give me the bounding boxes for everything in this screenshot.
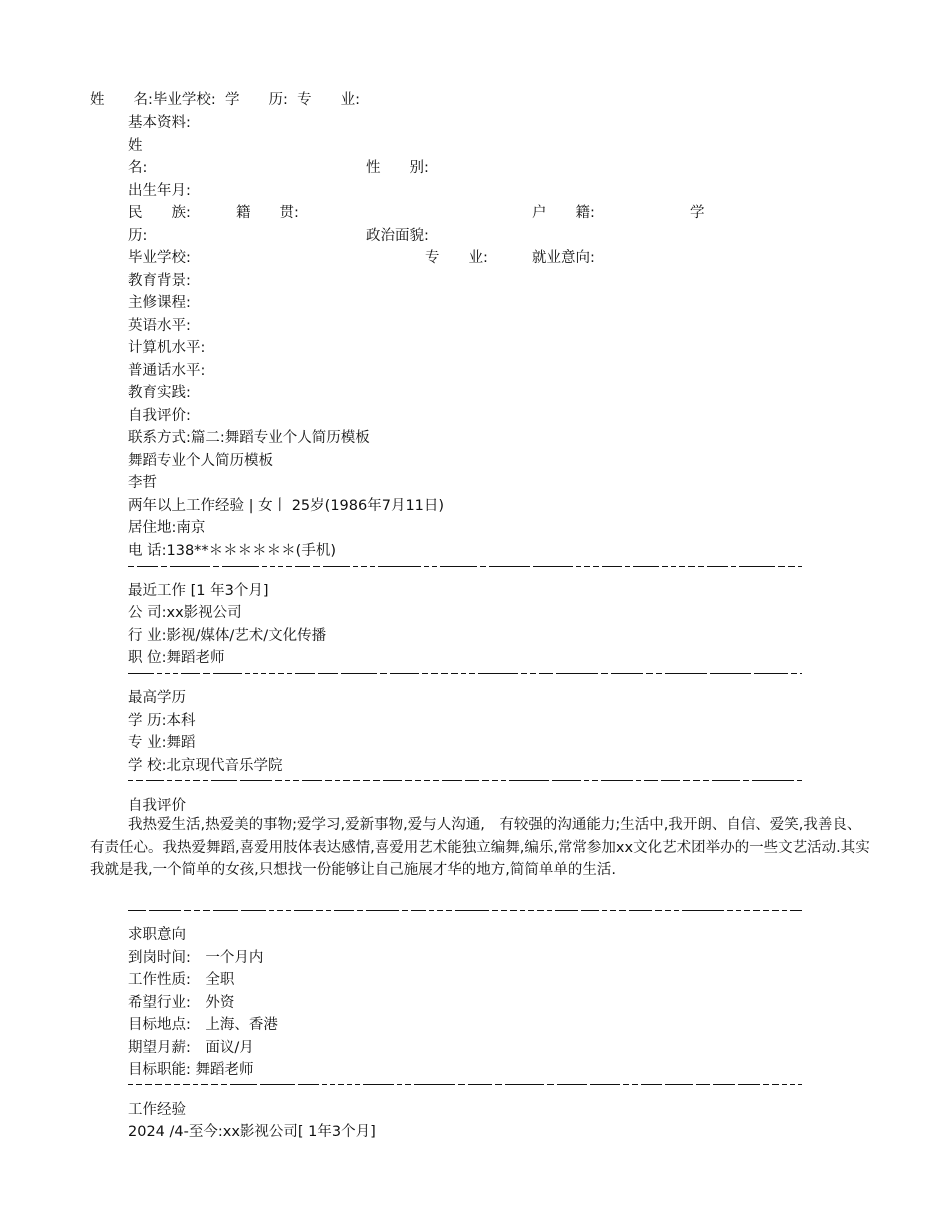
divider-dash (211, 780, 237, 781)
divider-dash (201, 1084, 208, 1085)
person-name: 李哲 (128, 475, 157, 491)
industry-line: 行 业:影视/媒体/艺术/文化传播 (128, 628, 327, 644)
divider-dash (146, 780, 164, 781)
divider-dash (633, 566, 659, 567)
divider-dash (383, 780, 402, 781)
divider-dash (661, 780, 680, 781)
divider-dash (222, 566, 259, 567)
divider-dash (665, 673, 707, 674)
self-eval-label: 自我评价: (128, 408, 191, 424)
divider-dash (363, 780, 370, 781)
name-label-part1: 姓 (128, 138, 143, 154)
divider-dash (489, 566, 530, 567)
divider-dash (798, 566, 802, 567)
header-line (90, 90, 360, 110)
work-exp-entry: 2024 /4-至今:xx影视公司[ 1年3个月] (128, 1124, 376, 1140)
divider-dash (241, 910, 266, 911)
divider-dash (712, 780, 740, 781)
divider-dash (537, 910, 544, 911)
school-label: 毕业学校: (128, 250, 191, 266)
political-label: 政治面貌: (366, 228, 429, 244)
arrival-line: 到岗时间: 一个月内 (128, 950, 264, 966)
divider-dash (295, 566, 310, 567)
divider-dash (431, 673, 438, 674)
divider-dash (778, 566, 785, 567)
divider-dash (754, 673, 788, 674)
divider-dash (203, 673, 210, 674)
divider-dash (611, 673, 643, 674)
divider-dash (136, 780, 143, 781)
divider-dash (378, 566, 421, 567)
divider-dash (590, 1084, 620, 1085)
divider-dash (696, 1084, 710, 1085)
divider-dash (155, 1084, 162, 1085)
contact-label: 联系方式:篇二:舞蹈专业个人简历模板 (128, 430, 370, 446)
ethnic-label: 民 族: (128, 205, 191, 221)
divider-dash (641, 1084, 662, 1085)
target-industry-line: 希望行业: 外资 (128, 995, 235, 1011)
divider-dash (181, 673, 200, 674)
divider-dash (482, 780, 489, 781)
section-divider (128, 1084, 802, 1086)
divider-dash (343, 780, 350, 781)
divider-dash (203, 910, 210, 911)
residence-line: 居住地:南京 (128, 520, 206, 536)
divider-dash (509, 780, 549, 781)
position-line: 职 位:舞蹈老师 (128, 650, 225, 666)
name-label-part2: 名: (128, 160, 148, 176)
divider-dash (213, 910, 238, 911)
divider-dash (411, 910, 426, 911)
divider-dash (629, 910, 652, 911)
divider-dash (302, 780, 322, 781)
job-intent-title: 求职意向 (128, 927, 186, 943)
section-divider (128, 910, 802, 912)
divider-dash (325, 780, 332, 781)
education-title: 最高学历 (128, 690, 186, 706)
divider-dash (405, 780, 412, 781)
edu-label-part2: 历: (128, 228, 148, 244)
divider-dash (713, 1084, 735, 1085)
divider-dash (772, 1084, 779, 1085)
divider-dash (145, 1084, 152, 1085)
divider-dash (547, 1084, 554, 1085)
divider-dash (601, 673, 608, 674)
role-line: 目标职能: 舞蹈老师 (128, 1062, 254, 1078)
divider-dash (739, 566, 775, 567)
edu-major-line: 专 业:舞蹈 (128, 735, 196, 751)
divider-dash (646, 673, 653, 674)
divider-dash (184, 910, 191, 911)
major-label: 专 业: (425, 250, 488, 266)
divider-dash (788, 566, 795, 567)
nature-line: 工作性质: 全职 (128, 972, 235, 988)
divider-dash (441, 673, 448, 674)
salary-line: 期望月薪: 面议/月 (128, 1040, 254, 1056)
divider-dash (363, 1084, 394, 1085)
divider-dash (455, 910, 489, 911)
divider-dash (230, 1084, 257, 1085)
divider-dash (798, 1084, 802, 1085)
divider-dash (478, 673, 518, 674)
birth-label: 出生年月: (128, 183, 191, 199)
gender-label: 性 别: (366, 160, 429, 176)
divider-dash (149, 910, 181, 911)
divider-dash (556, 673, 598, 674)
header-school-label: 毕业学校: (152, 92, 216, 108)
divider-dash (170, 566, 210, 567)
divider-dash (710, 673, 751, 674)
section-divider (128, 566, 802, 568)
divider-dash (800, 673, 802, 674)
divider-dash (390, 673, 419, 674)
recent-job-title: 最近工作 [1 年3个月] (128, 583, 269, 599)
divider-dash (738, 1084, 760, 1085)
divider-dash (175, 780, 182, 781)
phone-line: 电 话:138**＊＊＊＊＊＊(手机) (128, 543, 336, 559)
divider-dash (557, 1084, 587, 1085)
divider-dash (366, 910, 399, 911)
divider-dash (753, 910, 760, 911)
divider-dash (213, 673, 242, 674)
divider-dash (693, 780, 700, 781)
resume-title: 舞蹈专业个人简历模板 (128, 453, 273, 469)
section-divider (128, 673, 802, 675)
divider-dash (539, 673, 553, 674)
divider-dash (323, 566, 350, 567)
divider-dash (316, 910, 323, 911)
work-exp-title: 工作经验 (128, 1102, 186, 1118)
self-eval-title: 自我评价 (128, 798, 186, 814)
divider-dash (298, 1084, 319, 1085)
edu-label-part1: 学 (690, 205, 705, 221)
divider-dash (380, 673, 387, 674)
divider-dash (240, 780, 272, 781)
divider-dash (334, 910, 354, 911)
self-eval-text: 我热爱生活,热爱美的事物;爱学习,爱新事物,爱与人沟通, 有较强的沟通能力;生活中,我开朗、自信、爱笑,我善良、有责任心。我热爱舞蹈,喜爱用肢体表达感情,喜爱用艺术能独立编舞,编乐,常常参加xx文化艺术团举办的一些文艺活动.其实我就是我,一个简单的女孩,只想找一份能够让自己施展才华的地方,简简单单的生活. (90, 817, 870, 878)
divider-dash (555, 910, 578, 911)
divider-dash (373, 780, 380, 781)
divider-dash (790, 910, 802, 911)
english-label: 英语水平: (128, 318, 191, 334)
divider-dash (458, 1084, 465, 1085)
divider-dash (495, 1084, 502, 1085)
edu-bg-label: 教育背景: (128, 273, 191, 289)
practice-label: 教育实践: (128, 385, 191, 401)
edu-school-line: 学 校:北京现代音乐学院 (128, 758, 283, 774)
divider-dash (752, 780, 794, 781)
divider-dash (440, 566, 477, 567)
divider-dash (128, 673, 154, 674)
divider-dash (313, 566, 320, 567)
household-label: 户 籍: (532, 205, 595, 221)
section-divider (128, 780, 802, 782)
company-line: 公 司:xx影视公司 (128, 605, 242, 621)
native-place-label: 籍 贯: (236, 205, 299, 221)
computer-label: 计算机水平: (128, 340, 206, 356)
divider-dash (510, 910, 517, 911)
divider-dash (137, 566, 158, 567)
divider-dash (341, 673, 377, 674)
divider-dash (275, 780, 282, 781)
divider-dash (211, 1084, 218, 1085)
divider-dash (602, 566, 622, 567)
divider-dash (655, 910, 662, 911)
divider-dash (682, 910, 724, 911)
basic-info-title: 基本资料: (128, 115, 191, 131)
divider-dash (465, 780, 479, 781)
mandarin-label: 普通话水平: (128, 363, 206, 379)
divider-dash (665, 1084, 693, 1085)
divider-dash (688, 566, 695, 567)
divider-dash (294, 910, 313, 911)
divider-dash (552, 780, 581, 781)
divider-dash (295, 673, 315, 674)
divider-dash (318, 673, 338, 674)
divider-dash (193, 780, 200, 781)
divider-dash (601, 780, 633, 781)
divider-dash (183, 1084, 190, 1085)
header-name-label: 姓 名: (90, 92, 153, 108)
summary-line: 两年以上工作经验 | 女丨 25岁(1986年7月11日) (128, 498, 445, 514)
divider-dash (619, 910, 626, 911)
divider-dash (505, 1084, 544, 1085)
degree-line: 学 历:本科 (128, 713, 196, 729)
divider-dash (683, 780, 690, 781)
divider-dash (260, 1084, 295, 1085)
divider-dash (797, 780, 802, 781)
divider-dash (128, 910, 146, 911)
divider-dash (772, 910, 779, 911)
divider-dash (442, 780, 462, 781)
divider-dash (707, 566, 728, 567)
header-major-label: 专 业: (297, 92, 360, 108)
location-line: 目标地点: 上海、香港 (128, 1017, 278, 1033)
divider-dash (468, 1084, 492, 1085)
divider-dash (353, 780, 360, 781)
divider-dash (414, 1084, 455, 1085)
divider-dash (644, 780, 658, 781)
divider-dash (533, 566, 573, 567)
header-education-label: 学 历: (225, 92, 288, 108)
divider-dash (451, 673, 458, 674)
courses-label: 主修课程: (128, 295, 191, 311)
divider-dash (581, 910, 599, 911)
intent-label: 就业意向: (532, 250, 595, 266)
